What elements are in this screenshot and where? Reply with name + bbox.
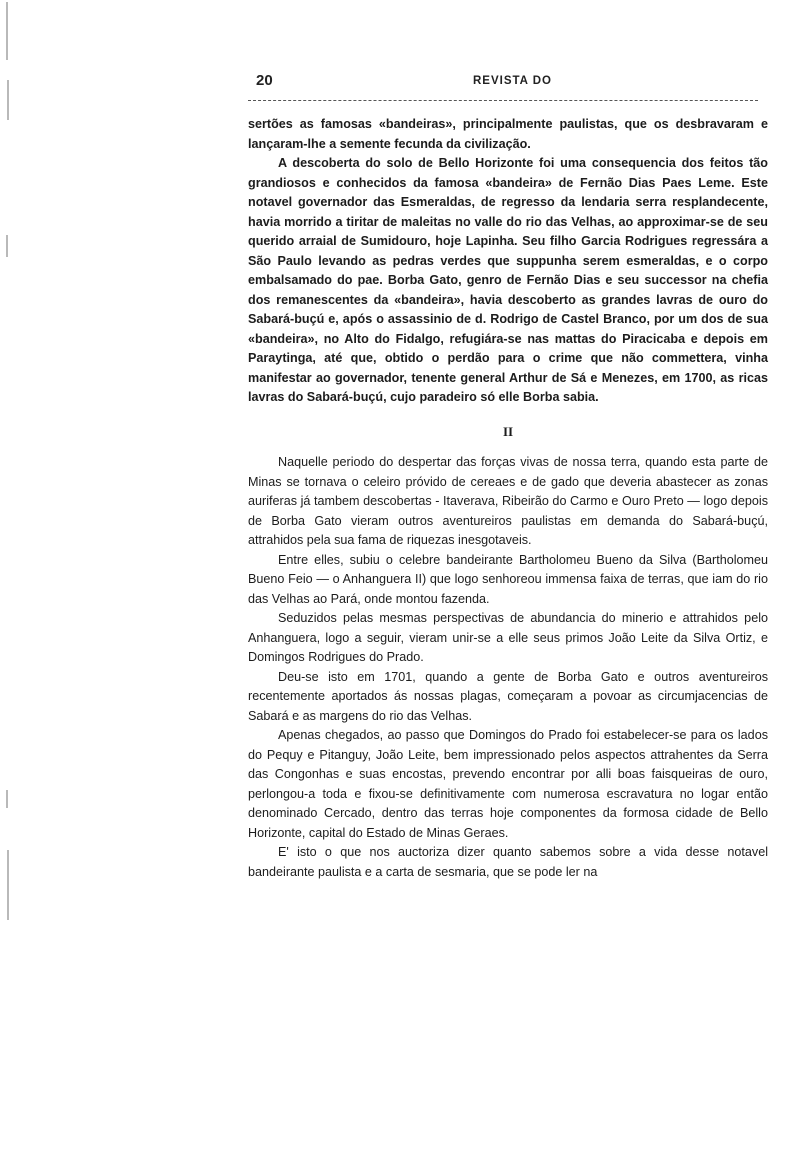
paragraph: Apenas chegados, ao passo que Domingos do Prado foi estabelecer-se para os lados do Pequy e Pitanguy, João Leite, bem impressionado pelos aspectos attrahentes da Serra das Congonhas e suas encostas, prevendo encontrar por alli boas faisqueiras de ouro, perlongou-a toda e fixou-se definitivamente com numerosa escravatura no logar então denominado Cercado, dentro das terras hoje componentes da formosa cidade de Bello Horizonte, capital do Estado de Minas Geraes. <box>248 728 768 840</box>
document-page <box>248 68 768 882</box>
running-title: REVISTA DO <box>473 75 553 87</box>
page-number: 20 <box>256 72 273 89</box>
paragraph: Entre elles, subiu o celebre bandeirante Bartholomeu Bueno da Silva (Bartholomeu Bueno Feio — o Anhanguera II) que logo senhoreou immensa faixa de terras, que iam do rio das Velhas ao Pará, onde montou fazenda. <box>248 552 768 606</box>
paragraph: A descoberta do solo de Bello Horizonte foi uma consequencia dos feitos tão grandiosos e conhecidos da famosa «bandeira» de Fernão Dias Paes Leme. Este notavel governador das Esmeraldas, de regresso da lendaria serra resplandecente, havia morrido a tiritar de maleitas no valle do rio das Velhas, ao approximar-se de seu querido arraial de Sumidouro, hoje Lapinha. Seu filho Garcia Rodrigues regressára a São Paulo levando as pedras verdes que suppunha serem esmeraldas, e o corpo embalsamado do pae. Borba Gato, genro de Fernão Dias e seu successor na chefia dos remanescentes da «bandeira», havia descoberto as grandes lavras de ouro do Sabará-buçú e, após o assassinio de d. Rodrigo de Castel Branco, por um dos de sua «bandeira», no Alto do Fidalgo, refugiára-se nas mattas do Piracicaba e depois em Paraytinga, até que, obtido o perdão para o crime que não commettera, vinha manifestar ao governador, tenente general Arthur de Sá e Menezes, em 1700, as ricas lavras do Sabará-buçú, cujo paradeiro só elle Borba sabia. <box>248 156 768 404</box>
body-text <box>248 115 768 882</box>
paragraph: E' isto o que nos auctoriza dizer quanto sabemos sobre a vida desse notavel bandeirante paulista e a carta de sesmaria, que se pode ler na <box>248 845 768 879</box>
page-header <box>248 68 768 90</box>
section-numeral: II <box>502 423 514 439</box>
paragraph: Deu-se isto em 1701, quando a gente de Borba Gato e outros aventureiros recentemente aportados ás nossas plagas, começaram a povoar as circumjacencias de Sabará e as margens do rio das Velhas. <box>248 669 768 723</box>
paragraph: Naquelle periodo do despertar das forças vivas de nossa terra, quando esta parte de Minas se tornava o celeiro próvido de cereaes e de gado que deveria abastecer as zonas auriferas já tambem descobertas - Itaverava, Ribeirão do Carmo e Ouro Preto — logo depois de Borba Gato vieram outros aventureiros paulistas em demanda do Sabará-buçú, attrahidos pela sua fama de riquezas inesgotaveis. <box>248 455 768 547</box>
paragraph: Seduzidos pelas mesmas perspectivas de abundancia do minerio e attrahidos pelo Anhanguera, logo a seguir, vieram unir-se a elle seus primos João Leite da Silva Ortiz, e Domingos Rodrigues do Prado. <box>248 611 768 664</box>
header-rule <box>248 100 758 101</box>
paragraph: sertões as famosas «bandeiras», principalmente paulistas, que os desbravaram e lançaram-lhe a semente fecunda da civilização. <box>248 117 768 151</box>
scan-edge-marks <box>6 0 9 1162</box>
